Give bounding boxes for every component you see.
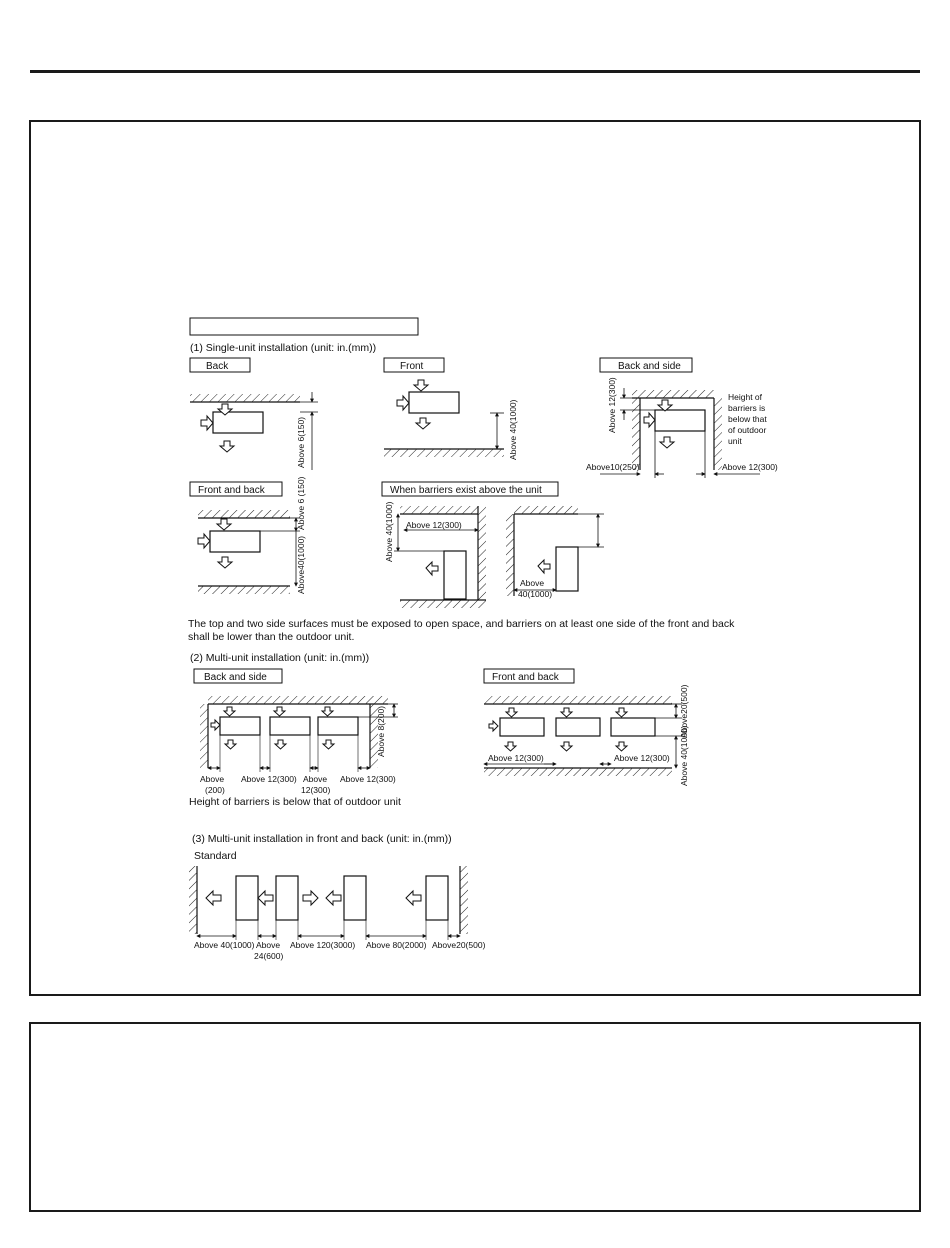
single-back-side-note-5: unit — [728, 436, 742, 446]
single-back-side-note-3: below that — [728, 414, 767, 424]
multi-fb-diagram — [189, 866, 486, 961]
single-front-back-label: Front and back — [198, 485, 265, 496]
single-note-line-2: shall be lower than the outdoor unit. — [188, 631, 355, 643]
single-front-back-dim-bottom: Above40(1000) — [296, 535, 306, 594]
single-barriers-dim-bottom-1: Above — [520, 578, 545, 588]
single-front-back-diagram — [190, 476, 306, 594]
single-front-dim: Above 40(1000) — [508, 399, 518, 460]
multi-back-side-label: Back and side — [204, 672, 267, 683]
single-front-diagram — [384, 358, 518, 460]
single-back-side-note-4: of outdoor — [728, 425, 767, 435]
multi-front-back-dim-4: Above 40(1000) — [679, 725, 689, 786]
multi-fb-dim-2a: Above — [256, 940, 281, 950]
multi-front-back-dim-3: Above20(500) — [679, 684, 689, 738]
heading-box — [190, 318, 418, 335]
single-back-side-label: Back and side — [618, 361, 681, 372]
multi-back-side-diagram — [189, 669, 401, 808]
single-note-line-1: The top and two side surfaces must be exposed to open space, and barriers on at least one side of the front and back — [188, 618, 735, 630]
single-back-side-dim-top: Above 12(300) — [607, 377, 617, 433]
single-back-side-dim-left: Above10(250) — [586, 462, 640, 472]
single-back-dim: Above 6(150) — [296, 416, 306, 468]
multi-front-back-dim-2: Above 12(300) — [614, 753, 670, 763]
multi-fb-dim-4: Above 80(2000) — [366, 940, 427, 950]
multi-back-side-dim-1b: (200) — [205, 785, 225, 795]
single-barriers-label: When barriers exist above the unit — [390, 485, 542, 496]
multi-fb-dim-3: Above 120(3000) — [290, 940, 356, 950]
multi-front-back-diagram — [484, 669, 689, 786]
multi-back-side-dim-3b: 12(300) — [301, 785, 331, 795]
multi-back-side-dim-1a: Above — [200, 774, 225, 784]
single-front-label: Front — [400, 361, 424, 372]
multi-back-side-dim-4: Above 12(300) — [340, 774, 396, 784]
single-back-side-note-1: Height of — [728, 392, 763, 402]
multi-fb-title: (3) Multi-unit installation in front and back (unit: in.(mm)) — [192, 833, 452, 845]
single-barriers-dim-left: Above 40(1000) — [384, 501, 394, 562]
single-back-diagram — [190, 358, 318, 470]
single-back-side-note-2: barriers is — [728, 403, 766, 413]
multi-fb-standard: Standard — [194, 850, 237, 862]
multi-back-side-dim-3a: Above — [303, 774, 328, 784]
multi-back-side-note: Height of barriers is below that of outdoor unit — [189, 796, 401, 808]
multi-fb-dim-1: Above 40(1000) — [194, 940, 255, 950]
single-barriers-dim-top: Above 12(300) — [406, 520, 462, 530]
multi-back-side-dim-right: Above 8(200) — [376, 705, 386, 757]
single-front-back-dim-top: Above 6 (150) — [296, 476, 306, 530]
multi-front-back-label: Front and back — [492, 672, 559, 683]
multi-front-back-dim-1: Above 12(300) — [488, 753, 544, 763]
single-back-label: Back — [206, 361, 229, 372]
single-barriers-diagram — [382, 482, 604, 608]
single-unit-title: (1) Single-unit installation (unit: in.(mm)) — [190, 342, 377, 354]
multi-fb-dim-5: Above20(500) — [432, 940, 486, 950]
multi-back-side-dim-2: Above 12(300) — [241, 774, 297, 784]
multi-fb-dim-2b: 24(600) — [254, 951, 284, 961]
multi-unit-title: (2) Multi-unit installation (unit: in.(mm)) — [190, 652, 370, 664]
single-back-side-diagram — [586, 358, 778, 478]
single-back-side-dim-right: Above 12(300) — [722, 462, 778, 472]
single-barriers-dim-bottom-2: 40(1000) — [518, 589, 553, 599]
